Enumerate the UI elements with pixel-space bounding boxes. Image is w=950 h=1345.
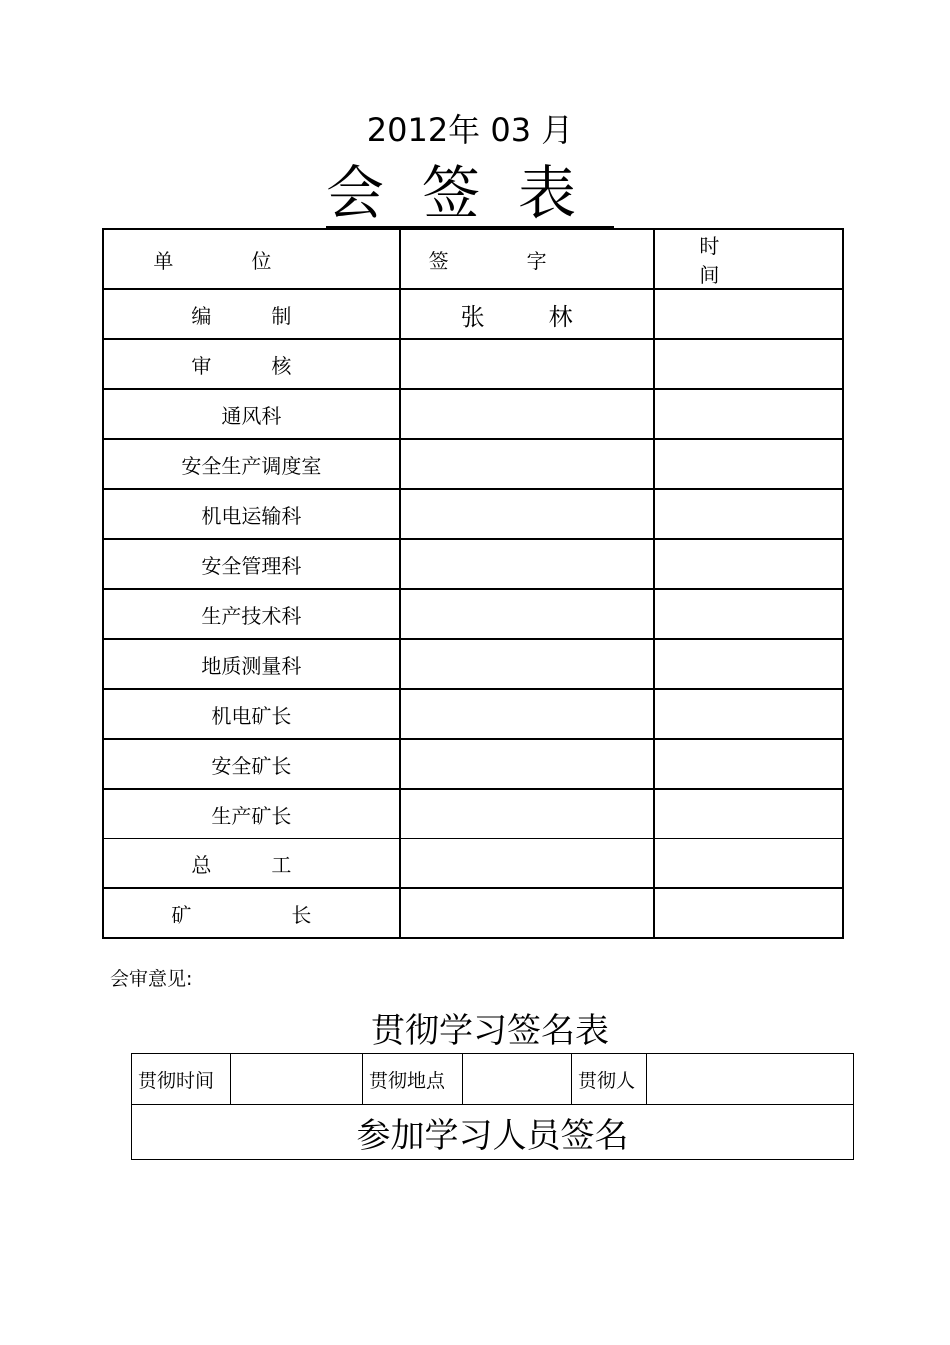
sign-table xyxy=(102,228,844,939)
signature-cell[interactable] xyxy=(400,888,654,938)
study-time-label: 贯彻时间 xyxy=(132,1054,231,1105)
signature-cell[interactable] xyxy=(400,789,654,839)
table-row xyxy=(103,839,843,889)
signature-cell[interactable] xyxy=(400,639,654,689)
table-row xyxy=(103,589,843,639)
table-row xyxy=(103,888,843,938)
sign-table-header-row xyxy=(103,229,843,289)
time-cell[interactable] xyxy=(654,489,843,539)
review-opinion-label: 会审意见: xyxy=(110,968,193,990)
form-date: 2012年 03 月 xyxy=(366,111,574,149)
study-time-field[interactable] xyxy=(231,1054,363,1105)
signature-cell[interactable]: 张 林 xyxy=(400,289,654,339)
table-row xyxy=(103,339,843,389)
time-cell[interactable] xyxy=(654,789,843,839)
unit-cell: 机电运输科 xyxy=(103,489,400,539)
study-place-field[interactable] xyxy=(463,1054,572,1105)
signature-cell[interactable] xyxy=(400,739,654,789)
header-time: 时间 xyxy=(654,229,843,289)
study-sign-title: 贯彻学习签名表 xyxy=(371,1011,609,1051)
study-sign-table xyxy=(131,1053,854,1160)
signature-cell[interactable] xyxy=(400,489,654,539)
table-row xyxy=(103,539,843,589)
table-row xyxy=(103,289,843,339)
unit-cell: 生产矿长 xyxy=(103,789,400,839)
time-cell[interactable] xyxy=(654,689,843,739)
header-unit: 单位 xyxy=(103,229,400,289)
form-title: 会签表 xyxy=(326,159,615,227)
signature-cell[interactable] xyxy=(400,389,654,439)
time-cell[interactable] xyxy=(654,589,843,639)
study-person-field[interactable] xyxy=(647,1054,854,1105)
study-attendees-row xyxy=(132,1105,854,1160)
signature-cell[interactable] xyxy=(400,439,654,489)
study-place-label: 贯彻地点 xyxy=(363,1054,463,1105)
signature-cell[interactable] xyxy=(400,539,654,589)
signature-cell[interactable] xyxy=(400,839,654,889)
table-row xyxy=(103,389,843,439)
unit-cell: 机电矿长 xyxy=(103,689,400,739)
table-row xyxy=(103,439,843,489)
study-info-row xyxy=(132,1054,854,1105)
table-row xyxy=(103,639,843,689)
table-row xyxy=(103,489,843,539)
unit-cell: 审 核 xyxy=(103,339,400,389)
attendees-signature-label: 参加学习人员签名 xyxy=(132,1105,854,1160)
unit-cell: 地质测量科 xyxy=(103,639,400,689)
time-cell[interactable] xyxy=(654,839,843,889)
time-cell[interactable] xyxy=(654,439,843,489)
time-cell[interactable] xyxy=(654,539,843,589)
table-row xyxy=(103,739,843,789)
unit-cell: 安全矿长 xyxy=(103,739,400,789)
unit-cell: 安全管理科 xyxy=(103,539,400,589)
table-row xyxy=(103,689,843,739)
time-cell[interactable] xyxy=(654,389,843,439)
signature-cell[interactable] xyxy=(400,689,654,739)
time-cell[interactable] xyxy=(654,888,843,938)
time-cell[interactable] xyxy=(654,739,843,789)
time-cell[interactable] xyxy=(654,639,843,689)
unit-cell: 通风科 xyxy=(103,389,400,439)
unit-cell: 生产技术科 xyxy=(103,589,400,639)
unit-cell: 安全生产调度室 xyxy=(103,439,400,489)
unit-cell: 编 制 xyxy=(103,289,400,339)
unit-cell: 矿 长 xyxy=(103,888,400,938)
header-signature: 签字 xyxy=(400,229,654,289)
table-row xyxy=(103,789,843,839)
signature-cell[interactable] xyxy=(400,339,654,389)
time-cell[interactable] xyxy=(654,339,843,389)
unit-cell: 总 工 xyxy=(103,839,400,889)
study-person-label: 贯彻人 xyxy=(572,1054,647,1105)
time-cell[interactable] xyxy=(654,289,843,339)
signature-cell[interactable] xyxy=(400,589,654,639)
